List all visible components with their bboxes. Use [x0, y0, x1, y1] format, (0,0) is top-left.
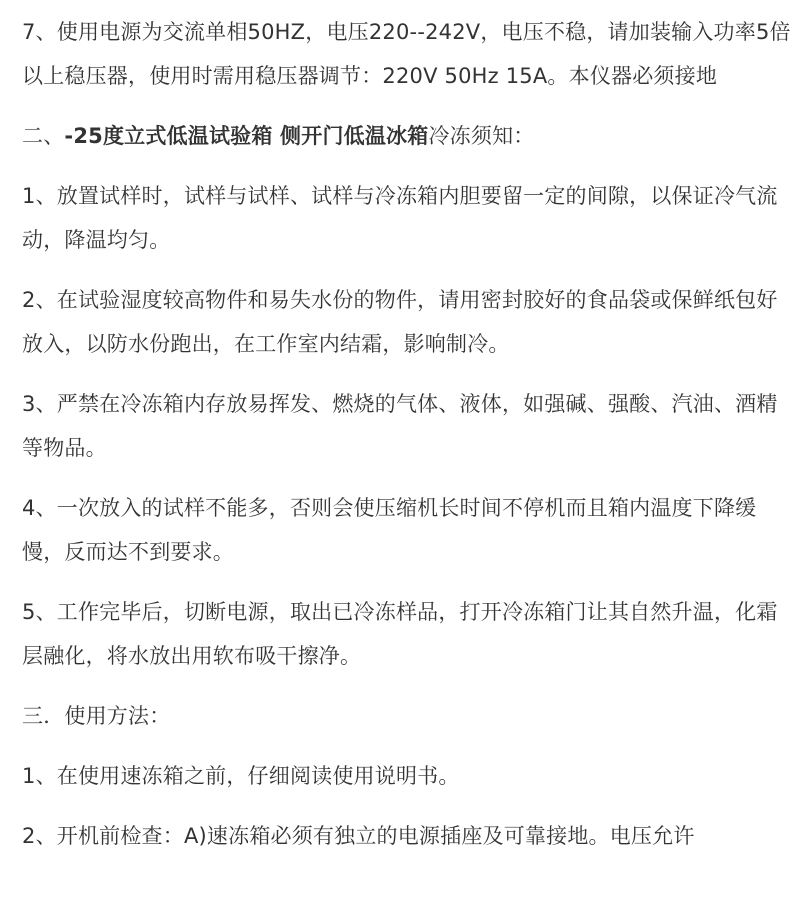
- paragraph-gap: [22, 470, 792, 486]
- usage-item-2: 2、开机前检查：A)速冻箱必须有独立的电源插座及可靠接地。电压允许: [22, 824, 695, 848]
- paragraph-gap: [22, 158, 792, 174]
- paragraph-gap: [22, 738, 792, 754]
- note-item-5: 5、工作完毕后，切断电源，取出已冷冻样品，打开冷冻箱门让其自然升温，化霜层融化，将水放出用软布吸干擦净。: [22, 600, 778, 668]
- section-2-prefix: 二、: [22, 124, 65, 148]
- paragraph-gap: [22, 798, 792, 814]
- power-requirement-paragraph: 7、使用电源为交流单相50HZ，电压220--242V，电压不稳，请加装输入功率5倍以上稳压器，使用时需用稳压器调节：220V 50Hz 15A。本仪器必须接地: [22, 20, 791, 88]
- section-2-heading: [22, 114, 792, 158]
- paragraph-gap: [22, 262, 792, 278]
- note-item-3: 3、严禁在冷冻箱内存放易挥发、燃烧的气体、液体，如强碱、强酸、汽油、酒精等物品。: [22, 392, 778, 460]
- paragraph-gap: [22, 574, 792, 590]
- article-body: [22, 10, 792, 858]
- usage-item-1: 1、在使用速冻箱之前，仔细阅读使用说明书。: [22, 764, 460, 788]
- product-name-bold: -25度立式低温试验箱 侧开门低温冰箱: [64, 124, 429, 148]
- note-item-4: 4、一次放入的试样不能多，否则会使压缩机长时间不停机而且箱内温度下降缓慢，反而达不到要求。: [22, 496, 757, 564]
- paragraph-gap: [22, 98, 792, 114]
- note-item-2: 2、在试验湿度较高物件和易失水份的物件，请用密封胶好的食品袋或保鲜纸包好放入，以防水份跑出，在工作室内结霜，影响制冷。: [22, 288, 778, 356]
- note-item-1: 1、放置试样时，试样与试样、试样与冷冻箱内胆要留一定的间隙，以保证冷气流动，降温均匀。: [22, 184, 778, 252]
- section-3-heading: 三．使用方法：: [22, 704, 171, 728]
- section-2-suffix: 冷冻须知：: [428, 124, 535, 148]
- paragraph-gap: [22, 678, 792, 694]
- paragraph-gap: [22, 366, 792, 382]
